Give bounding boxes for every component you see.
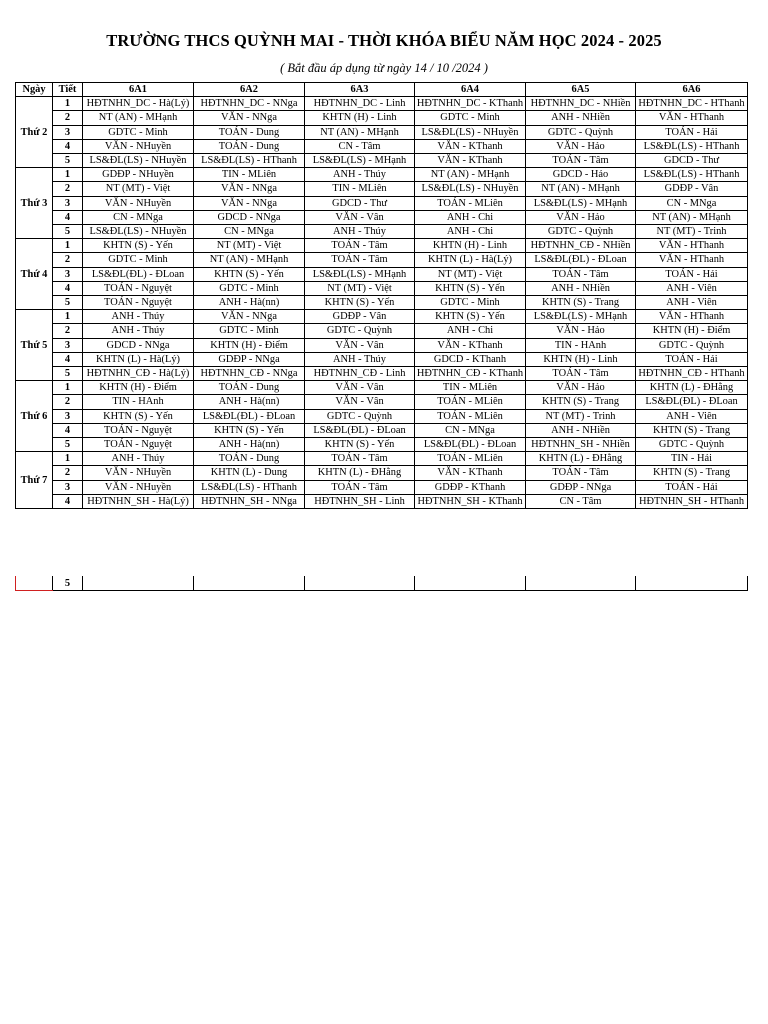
lesson-cell: KHTN (S) - Yến	[194, 423, 305, 437]
table-row	[16, 338, 748, 352]
lesson-cell: TIN - Hải	[636, 452, 748, 466]
lesson-cell: KHTN (L) - Hà(Lý)	[415, 253, 526, 267]
lesson-cell: KHTN (S) - Yến	[83, 409, 194, 423]
lesson-cell: GDTC - Quỳnh	[526, 225, 636, 239]
lesson-cell: LS&ĐL(ĐL) - ĐLoan	[636, 395, 748, 409]
lesson-cell: HĐTNHN_DC - KThanh	[415, 97, 526, 111]
table-row	[16, 281, 748, 295]
period-cell: 2	[53, 395, 83, 409]
lesson-cell: GDTC - Quỳnh	[526, 125, 636, 139]
period-cell: 2	[53, 466, 83, 480]
header-class-6a5: 6A5	[526, 83, 636, 97]
lesson-cell: LS&ĐL(LS) - NHuyền	[83, 225, 194, 239]
lesson-cell: TOÁN - Nguyệt	[83, 281, 194, 295]
lesson-cell: KHTN (S) - Yến	[415, 281, 526, 295]
lesson-cell: TOÁN - Tâm	[305, 452, 415, 466]
table-row	[16, 253, 748, 267]
lesson-cell: TOÁN - Dung	[194, 139, 305, 153]
lesson-cell: LS&ĐL(LS) - NHuyền	[415, 125, 526, 139]
lesson-cell: KHTN (H) - Linh	[415, 239, 526, 253]
table-row	[16, 168, 748, 182]
lesson-cell: TOÁN - Hải	[636, 352, 748, 366]
lesson-cell: VĂN - NNga	[194, 310, 305, 324]
lesson-cell: HĐTNHN_CĐ - HThanh	[636, 367, 748, 381]
lesson-cell: GDĐP - NHuyền	[83, 168, 194, 182]
lesson-cell: TOÁN - Dung	[194, 452, 305, 466]
lesson-cell: GDTC - Minh	[194, 281, 305, 295]
lesson-cell: LS&ĐL(ĐL) - ĐLoan	[415, 438, 526, 452]
lesson-cell: CN - Tâm	[526, 494, 636, 508]
tail-cell	[194, 576, 305, 591]
lesson-cell: VĂN - HThanh	[636, 111, 748, 125]
lesson-cell: KHTN (H) - Điểm	[83, 381, 194, 395]
timetable	[15, 82, 748, 509]
lesson-cell: TOÁN - MLiên	[415, 452, 526, 466]
lesson-cell: KHTN (S) - Yến	[194, 267, 305, 281]
lesson-cell: VĂN - Hảo	[526, 139, 636, 153]
lesson-cell: LS&ĐL(LS) - MHạnh	[526, 196, 636, 210]
lesson-cell: TOÁN - Nguyệt	[83, 296, 194, 310]
table-row	[16, 267, 748, 281]
page-subtitle: ( Bắt đầu áp dụng từ ngày 14 / 10 /2024 )	[280, 61, 488, 75]
lesson-cell: KHTN (L) - Hà(Lý)	[83, 352, 194, 366]
lesson-cell: VĂN - NHuyền	[83, 196, 194, 210]
lesson-cell: TIN - MLiên	[415, 381, 526, 395]
period-cell: 1	[53, 310, 83, 324]
period-cell: 3	[53, 267, 83, 281]
lesson-cell: NT (MT) - Trinh	[526, 409, 636, 423]
lesson-cell: HĐTNHN_DC - Linh	[305, 97, 415, 111]
lesson-cell: LS&ĐL(LS) - HThanh	[194, 480, 305, 494]
lesson-cell: KHTN (L) - ĐHằng	[305, 466, 415, 480]
lesson-cell: ANH - Viên	[636, 281, 748, 295]
tail-row	[16, 576, 748, 591]
lesson-cell: ANH - Thúy	[83, 324, 194, 338]
period-cell: 5	[53, 367, 83, 381]
day-cell: Thứ 7	[16, 452, 53, 509]
lesson-cell: LS&ĐL(ĐL) - ĐLoan	[194, 409, 305, 423]
table-row	[16, 452, 748, 466]
tail-cell	[415, 576, 526, 591]
lesson-cell: VĂN - NHuyền	[83, 466, 194, 480]
lesson-cell: HĐTNHN_DC - Hà(Lý)	[83, 97, 194, 111]
lesson-cell: VĂN - HThanh	[636, 310, 748, 324]
period-cell: 1	[53, 168, 83, 182]
lesson-cell: GDĐP - Vân	[636, 182, 748, 196]
lesson-cell: TOÁN - Nguyệt	[83, 438, 194, 452]
header-period: Tiết	[53, 83, 83, 97]
period-cell: 4	[53, 210, 83, 224]
table-row	[16, 139, 748, 153]
lesson-cell: KHTN (S) - Trang	[636, 423, 748, 437]
lesson-cell: KHTN (L) - Dung	[194, 466, 305, 480]
lesson-cell: ANH - Viên	[636, 409, 748, 423]
period-cell: 5	[53, 154, 83, 168]
lesson-cell: ANH - Thúy	[305, 168, 415, 182]
lesson-cell: CN - MNga	[636, 196, 748, 210]
lesson-cell: GDCD - Thư	[636, 154, 748, 168]
header-class-6a6: 6A6	[636, 83, 748, 97]
lesson-cell: TOÁN - MLiên	[415, 395, 526, 409]
table-row	[16, 494, 748, 508]
lesson-cell: GDTC - Quỳnh	[305, 409, 415, 423]
lesson-cell: LS&ĐL(LS) - MHạnh	[305, 267, 415, 281]
table-row	[16, 125, 748, 139]
lesson-cell: LS&ĐL(LS) - MHạnh	[305, 154, 415, 168]
tail-cell	[636, 576, 748, 591]
period-cell: 1	[53, 239, 83, 253]
lesson-cell: GDĐP - Vân	[305, 310, 415, 324]
period-cell: 3	[53, 480, 83, 494]
lesson-cell: CN - MNga	[415, 423, 526, 437]
lesson-cell: VĂN - KThanh	[415, 338, 526, 352]
table-row	[16, 111, 748, 125]
table-row	[16, 466, 748, 480]
lesson-cell: VĂN - Vân	[305, 210, 415, 224]
lesson-cell: VĂN - NHuyền	[83, 139, 194, 153]
lesson-cell: HĐTNHN_DC - NNga	[194, 97, 305, 111]
lesson-cell: HĐTNHN_SH - HThanh	[636, 494, 748, 508]
table-row	[16, 196, 748, 210]
table-row	[16, 154, 748, 168]
lesson-cell: VĂN - Vân	[305, 381, 415, 395]
header-class-6a4: 6A4	[415, 83, 526, 97]
lesson-cell: VĂN - NNga	[194, 182, 305, 196]
lesson-cell: VĂN - HThanh	[636, 239, 748, 253]
lesson-cell: TOÁN - Hải	[636, 267, 748, 281]
table-row	[16, 438, 748, 452]
period-cell: 2	[53, 111, 83, 125]
lesson-cell: VĂN - Vân	[305, 395, 415, 409]
lesson-cell: KHTN (S) - Trang	[526, 395, 636, 409]
timetable-tail	[15, 576, 748, 591]
lesson-cell: VĂN - Hảo	[526, 324, 636, 338]
lesson-cell: VĂN - KThanh	[415, 139, 526, 153]
lesson-cell: LS&ĐL(LS) - HThanh	[194, 154, 305, 168]
lesson-cell: KHTN (L) - ĐHằng	[636, 381, 748, 395]
period-cell: 1	[53, 381, 83, 395]
header-day: Ngày	[16, 83, 53, 97]
day-cell: Thứ 2	[16, 97, 53, 168]
lesson-cell: HĐTNHN_CĐ - Linh	[305, 367, 415, 381]
lesson-cell: LS&ĐL(ĐL) - ĐLoan	[83, 267, 194, 281]
table-row	[16, 97, 748, 111]
lesson-cell: HĐTNHN_SH - NNga	[194, 494, 305, 508]
period-cell: 4	[53, 423, 83, 437]
lesson-cell: GDCD - KThanh	[415, 352, 526, 366]
day-cell: Thứ 3	[16, 168, 53, 239]
lesson-cell: HĐTNHN_SH - Linh	[305, 494, 415, 508]
lesson-cell: KHTN (H) - Điểm	[194, 338, 305, 352]
lesson-cell: TIN - MLiên	[305, 182, 415, 196]
lesson-cell: KHTN (S) - Yến	[415, 310, 526, 324]
header-class-6a1: 6A1	[83, 83, 194, 97]
lesson-cell: ANH - Chi	[415, 225, 526, 239]
period-cell: 2	[53, 182, 83, 196]
tail-period-cell: 5	[53, 576, 83, 591]
table-row	[16, 310, 748, 324]
lesson-cell: TOÁN - Tâm	[526, 154, 636, 168]
period-cell: 2	[53, 324, 83, 338]
table-row	[16, 423, 748, 437]
lesson-cell: TOÁN - Tâm	[305, 253, 415, 267]
lesson-cell: HĐTNHN_CĐ - NNga	[194, 367, 305, 381]
lesson-cell: ANH - Chi	[415, 324, 526, 338]
lesson-cell: HĐTNHN_CĐ - KThanh	[415, 367, 526, 381]
lesson-cell: KHTN (S) - Yến	[83, 239, 194, 253]
lesson-cell: LS&ĐL(LS) - HThanh	[636, 168, 748, 182]
table-row	[16, 296, 748, 310]
lesson-cell: KHTN (S) - Yến	[305, 438, 415, 452]
period-cell: 5	[53, 225, 83, 239]
lesson-cell: GDTC - Quỳnh	[636, 338, 748, 352]
lesson-cell: GDĐP - NNga	[526, 480, 636, 494]
day-cell: Thứ 5	[16, 310, 53, 381]
lesson-cell: ANH - Hà(nn)	[194, 438, 305, 452]
header-class-6a3: 6A3	[305, 83, 415, 97]
lesson-cell: ANH - NHiền	[526, 111, 636, 125]
lesson-cell: CN - Tâm	[305, 139, 415, 153]
period-cell: 1	[53, 97, 83, 111]
lesson-cell: GDTC - Quỳnh	[305, 324, 415, 338]
table-row	[16, 395, 748, 409]
lesson-cell: TOÁN - Tâm	[526, 367, 636, 381]
lesson-cell: GDTC - Minh	[194, 324, 305, 338]
lesson-cell: ANH - Thúy	[305, 352, 415, 366]
period-cell: 4	[53, 139, 83, 153]
table-row	[16, 480, 748, 494]
lesson-cell: TOÁN - Dung	[194, 381, 305, 395]
lesson-cell: NT (MT) - Việt	[83, 182, 194, 196]
lesson-cell: ANH - NHiền	[526, 423, 636, 437]
page-title: TRƯỜNG THCS QUỲNH MAI - THỜI KHÓA BIỂU NĂM HỌC 2024 - 2025	[106, 31, 662, 50]
lesson-cell: TOÁN - Hải	[636, 480, 748, 494]
lesson-cell: VĂN - NNga	[194, 111, 305, 125]
lesson-cell: TIN - MLiên	[194, 168, 305, 182]
lesson-cell: VĂN - Hảo	[526, 381, 636, 395]
lesson-cell: GDTC - Quỳnh	[636, 438, 748, 452]
table-row	[16, 381, 748, 395]
table-row	[16, 409, 748, 423]
lesson-cell: TIN - HAnh	[526, 338, 636, 352]
day-cell: Thứ 6	[16, 381, 53, 452]
lesson-cell: KHTN (H) - Điểm	[636, 324, 748, 338]
table-row	[16, 225, 748, 239]
lesson-cell: ANH - Hà(nn)	[194, 296, 305, 310]
lesson-cell: ANH - Thúy	[83, 310, 194, 324]
lesson-cell: TOÁN - Tâm	[526, 267, 636, 281]
tail-cell	[83, 576, 194, 591]
lesson-cell: LS&ĐL(LS) - NHuyền	[83, 154, 194, 168]
lesson-cell: TOÁN - Tâm	[305, 239, 415, 253]
lesson-cell: VĂN - NHuyền	[83, 480, 194, 494]
lesson-cell: KHTN (H) - Linh	[526, 352, 636, 366]
lesson-cell: LS&ĐL(LS) - MHạnh	[526, 310, 636, 324]
lesson-cell: GDTC - Minh	[83, 253, 194, 267]
lesson-cell: GDCD - NNga	[83, 338, 194, 352]
lesson-cell: TOÁN - Nguyệt	[83, 423, 194, 437]
lesson-cell: GDTC - Minh	[415, 296, 526, 310]
lesson-cell: NT (AN) - MHạnh	[636, 210, 748, 224]
lesson-cell: GDTC - Minh	[83, 125, 194, 139]
tail-cell	[305, 576, 415, 591]
lesson-cell: KHTN (L) - ĐHằng	[526, 452, 636, 466]
lesson-cell: VĂN - HThanh	[636, 253, 748, 267]
lesson-cell: TOÁN - Hải	[636, 125, 748, 139]
lesson-cell: NT (MT) - Trinh	[636, 225, 748, 239]
lesson-cell: HĐTNHN_CĐ - NHiền	[526, 239, 636, 253]
lesson-cell: ANH - Thúy	[305, 225, 415, 239]
period-cell: 3	[53, 196, 83, 210]
lesson-cell: KHTN (S) - Trang	[526, 296, 636, 310]
lesson-cell: TIN - HAnh	[83, 395, 194, 409]
lesson-cell: LS&ĐL(ĐL) - ĐLoan	[526, 253, 636, 267]
lesson-cell: ANH - Chi	[415, 210, 526, 224]
lesson-cell: LS&ĐL(LS) - HThanh	[636, 139, 748, 153]
lesson-cell: KHTN (H) - Linh	[305, 111, 415, 125]
table-row	[16, 367, 748, 381]
lesson-cell: NT (AN) - MHạnh	[305, 125, 415, 139]
period-cell: 5	[53, 438, 83, 452]
period-cell: 3	[53, 125, 83, 139]
day-cell: Thứ 4	[16, 239, 53, 310]
timetable-body	[16, 97, 748, 509]
lesson-cell: NT (AN) - MHạnh	[526, 182, 636, 196]
lesson-cell: VĂN - Hảo	[526, 210, 636, 224]
period-cell: 4	[53, 281, 83, 295]
period-cell: 3	[53, 409, 83, 423]
lesson-cell: ANH - Thúy	[83, 452, 194, 466]
table-row	[16, 239, 748, 253]
lesson-cell: VĂN - Vân	[305, 338, 415, 352]
lesson-cell: TOÁN - Dung	[194, 125, 305, 139]
header-row	[16, 83, 748, 97]
lesson-cell: NT (AN) - MHạnh	[415, 168, 526, 182]
table-row	[16, 182, 748, 196]
lesson-cell: NT (MT) - Việt	[305, 281, 415, 295]
period-cell: 3	[53, 338, 83, 352]
lesson-cell: HĐTNHN_SH - NHiền	[526, 438, 636, 452]
lesson-cell: NT (AN) - MHạnh	[83, 111, 194, 125]
lesson-cell: GDTC - Minh	[415, 111, 526, 125]
lesson-cell: GDCD - Hảo	[526, 168, 636, 182]
lesson-cell: NT (MT) - Việt	[194, 239, 305, 253]
lesson-cell: CN - MNga	[83, 210, 194, 224]
lesson-cell: TOÁN - MLiên	[415, 409, 526, 423]
period-cell: 4	[53, 352, 83, 366]
lesson-cell: HĐTNHN_SH - KThanh	[415, 494, 526, 508]
period-cell: 4	[53, 494, 83, 508]
lesson-cell: VĂN - KThanh	[415, 154, 526, 168]
lesson-cell: CN - MNga	[194, 225, 305, 239]
lesson-cell: NT (AN) - MHạnh	[194, 253, 305, 267]
lesson-cell: HĐTNHN_DC - HThanh	[636, 97, 748, 111]
lesson-cell: ANH - NHiền	[526, 281, 636, 295]
lesson-cell: LS&ĐL(ĐL) - ĐLoan	[305, 423, 415, 437]
lesson-cell: TOÁN - Tâm	[305, 480, 415, 494]
lesson-cell: LS&ĐL(LS) - NHuyền	[415, 182, 526, 196]
lesson-cell: VĂN - NNga	[194, 196, 305, 210]
lesson-cell: VĂN - KThanh	[415, 466, 526, 480]
period-cell: 2	[53, 253, 83, 267]
lesson-cell: HĐTNHN_CĐ - Hà(Lý)	[83, 367, 194, 381]
table-row	[16, 352, 748, 366]
lesson-cell: KHTN (S) - Yến	[305, 296, 415, 310]
lesson-cell: NT (MT) - Việt	[415, 267, 526, 281]
period-cell: 5	[53, 296, 83, 310]
lesson-cell: TOÁN - Tâm	[526, 466, 636, 480]
period-cell: 1	[53, 452, 83, 466]
table-row	[16, 324, 748, 338]
tail-day-cell	[16, 576, 53, 591]
lesson-cell: TOÁN - MLiên	[415, 196, 526, 210]
lesson-cell: HĐTNHN_DC - NHiền	[526, 97, 636, 111]
lesson-cell: KHTN (S) - Trang	[636, 466, 748, 480]
lesson-cell: GDĐP - KThanh	[415, 480, 526, 494]
lesson-cell: GDCD - Thư	[305, 196, 415, 210]
lesson-cell: ANH - Viên	[636, 296, 748, 310]
lesson-cell: GDCD - NNga	[194, 210, 305, 224]
table-row	[16, 210, 748, 224]
lesson-cell: GDĐP - NNga	[194, 352, 305, 366]
lesson-cell: HĐTNHN_SH - Hà(Lý)	[83, 494, 194, 508]
lesson-cell: ANH - Hà(nn)	[194, 395, 305, 409]
header-class-6a2: 6A2	[194, 83, 305, 97]
tail-cell	[526, 576, 636, 591]
